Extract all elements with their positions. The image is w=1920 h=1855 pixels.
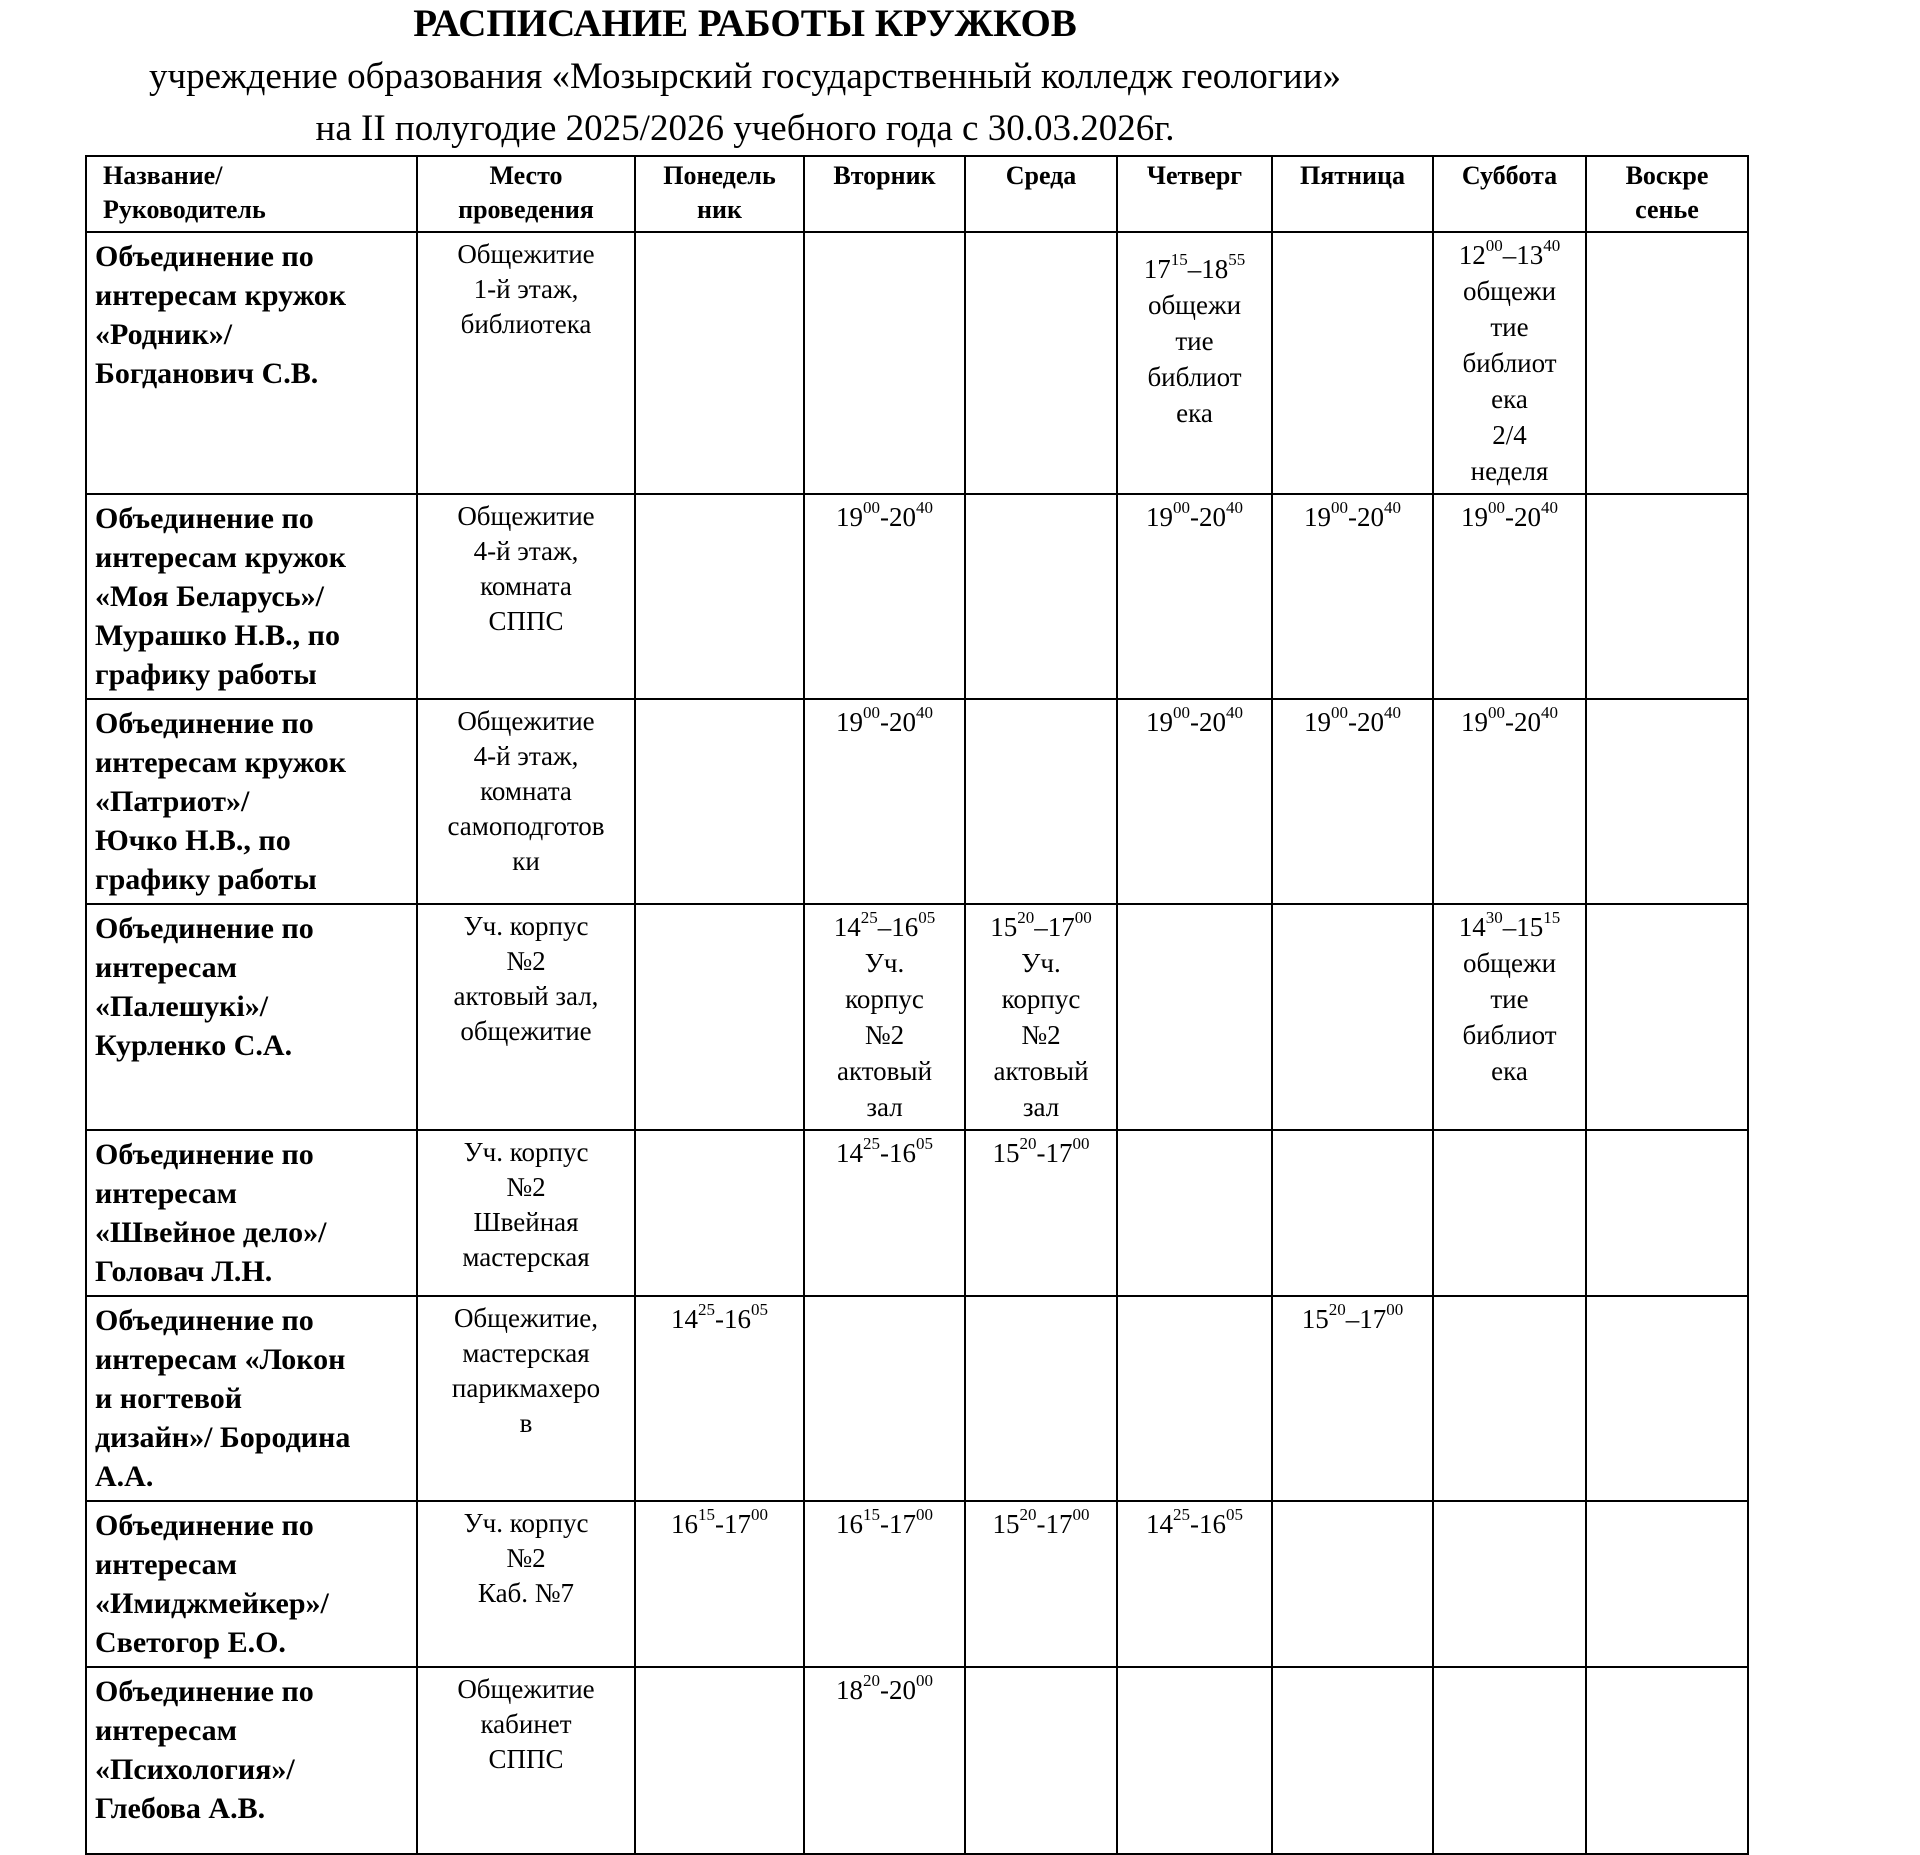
time-minutes: 05 xyxy=(916,1134,933,1153)
slot-fri xyxy=(1272,232,1433,494)
header-tue xyxy=(804,156,965,232)
slot-mon xyxy=(635,1667,804,1854)
location-text: Общежитие, мастерская парикмахеро в xyxy=(451,1303,601,1438)
circle-name-cell xyxy=(86,904,417,1130)
time-minutes: 40 xyxy=(1384,498,1401,517)
slot-fri xyxy=(1272,1667,1433,1854)
time-minutes: 20 xyxy=(1017,908,1035,927)
time-separator: - xyxy=(880,707,889,737)
time-range xyxy=(836,703,933,737)
circle-name: Объединение по интересам «Локон и ногтевой дизайн»/ Бородина А.А. xyxy=(95,1304,351,1493)
slot-sat xyxy=(1433,1296,1586,1501)
time-range xyxy=(992,1134,1090,1168)
time-minutes: 40 xyxy=(1541,703,1558,722)
location-cell xyxy=(417,904,635,1130)
slot-wed xyxy=(965,232,1117,494)
time-minutes: 15 xyxy=(1543,908,1561,927)
time-hours: 17 xyxy=(889,1509,916,1539)
time-range xyxy=(833,908,936,942)
time-minutes: 00 xyxy=(1072,1505,1090,1524)
time-range xyxy=(990,908,1092,942)
slot-location-note: общежи тие библиот ека 2/4 неделя xyxy=(1462,276,1557,486)
time-hours: 16 xyxy=(671,1509,698,1539)
time-separator: - xyxy=(1505,502,1514,532)
header-label: Понедель ник xyxy=(663,161,776,224)
time-hours: 19 xyxy=(836,502,863,532)
time-minutes: 00 xyxy=(916,1505,933,1524)
time-minutes: 00 xyxy=(1074,908,1092,927)
time-hours: 18 xyxy=(836,1675,863,1705)
location-cell xyxy=(417,1130,635,1296)
slot-thu xyxy=(1117,1130,1272,1296)
slot-wed xyxy=(965,904,1117,1130)
time-range xyxy=(836,1134,933,1168)
time-range xyxy=(1304,498,1401,532)
location-text: Общежитие 4-й этаж, комната самоподготов ки xyxy=(447,706,605,876)
slot-wed xyxy=(965,1667,1117,1854)
page-title: РАСПИСАНИЕ РАБОТЫ КРУЖКОВ xyxy=(413,2,1077,45)
time-separator: – xyxy=(1502,240,1517,270)
slot-sun xyxy=(1586,1296,1748,1501)
time-hours: 15 xyxy=(1516,912,1544,942)
slot-sun xyxy=(1586,1501,1748,1667)
slot-sat xyxy=(1433,904,1586,1130)
slot-tue xyxy=(804,1130,965,1296)
time-hours: 17 xyxy=(724,1509,751,1539)
slot-mon xyxy=(635,494,804,699)
circle-name-cell xyxy=(86,1501,417,1667)
location-cell xyxy=(417,1501,635,1667)
time-hours: 16 xyxy=(1199,1509,1226,1539)
table-row xyxy=(86,1130,1748,1296)
time-minutes: 00 xyxy=(751,1505,768,1524)
time-separator: - xyxy=(1190,707,1199,737)
time-separator: - xyxy=(1348,502,1357,532)
time-range xyxy=(1458,236,1561,270)
time-minutes: 40 xyxy=(1226,498,1243,517)
slot-fri xyxy=(1272,1296,1433,1501)
time-minutes: 15 xyxy=(863,1505,880,1524)
slot-tue xyxy=(804,904,965,1130)
time-separator: – xyxy=(1187,254,1202,284)
circle-name-cell xyxy=(86,1130,417,1296)
time-separator: - xyxy=(880,1675,889,1705)
circle-name: Объединение по интересам «Швейное дело»/ Головач Л.Н. xyxy=(95,1138,327,1288)
header-place xyxy=(417,156,635,232)
time-separator: - xyxy=(1036,1138,1046,1168)
time-minutes: 00 xyxy=(1488,703,1505,722)
time-hours: 20 xyxy=(889,707,916,737)
time-range xyxy=(992,1505,1090,1539)
time-separator: – xyxy=(1345,1304,1360,1334)
slot-thu xyxy=(1117,232,1272,494)
table-row xyxy=(86,232,1748,494)
time-minutes: 25 xyxy=(698,1300,715,1319)
time-hours: 17 xyxy=(1047,912,1075,942)
time-hours: 15 xyxy=(1301,1304,1329,1334)
time-hours: 20 xyxy=(1514,707,1541,737)
circle-name-cell xyxy=(86,232,417,494)
time-minutes: 00 xyxy=(1173,703,1190,722)
time-minutes: 00 xyxy=(1488,498,1505,517)
header-name xyxy=(86,156,417,232)
time-hours: 20 xyxy=(1514,502,1541,532)
time-separator: – xyxy=(1502,912,1517,942)
time-hours: 19 xyxy=(1146,502,1173,532)
time-minutes: 05 xyxy=(751,1300,768,1319)
slot-sat xyxy=(1433,494,1586,699)
time-range xyxy=(1304,703,1401,737)
slot-sun xyxy=(1586,699,1748,904)
time-hours: 16 xyxy=(836,1509,863,1539)
time-separator: - xyxy=(715,1509,724,1539)
table-row xyxy=(86,1501,1748,1667)
time-minutes: 20 xyxy=(1019,1505,1037,1524)
time-range xyxy=(671,1300,768,1334)
time-hours: 14 xyxy=(1146,1509,1173,1539)
circle-name: Объединение по интересам «Имиджмейкер»/ Светогор Е.О. xyxy=(95,1509,329,1659)
slot-thu xyxy=(1117,699,1272,904)
location-cell xyxy=(417,1296,635,1501)
institution-subtitle: учреждение образования «Мозырский государственный колледж геологии» xyxy=(148,56,1342,97)
slot-sat xyxy=(1433,232,1586,494)
location-cell xyxy=(417,1667,635,1854)
time-separator: - xyxy=(1190,502,1199,532)
time-separator: - xyxy=(1348,707,1357,737)
time-minutes: 40 xyxy=(1384,703,1401,722)
time-hours: 19 xyxy=(1304,502,1331,532)
time-minutes: 30 xyxy=(1485,908,1503,927)
circle-name-cell xyxy=(86,699,417,904)
header-sun xyxy=(1586,156,1748,232)
table-row xyxy=(86,904,1748,1130)
time-minutes: 00 xyxy=(1485,236,1503,255)
time-minutes: 25 xyxy=(1173,1505,1190,1524)
time-minutes: 00 xyxy=(1331,703,1348,722)
time-range xyxy=(1458,908,1561,942)
time-hours: 15 xyxy=(992,1138,1020,1168)
slot-location-note: Уч. корпус №2 актовый зал xyxy=(836,948,933,1122)
slot-wed xyxy=(965,1130,1117,1296)
slot-tue xyxy=(804,494,965,699)
slot-tue xyxy=(804,1667,965,1854)
time-range xyxy=(836,1505,933,1539)
time-separator: - xyxy=(880,1509,889,1539)
time-hours: 16 xyxy=(724,1304,751,1334)
header-label: Место проведения xyxy=(458,161,594,224)
slot-fri xyxy=(1272,1130,1433,1296)
slot-sun xyxy=(1586,232,1748,494)
time-separator: – xyxy=(1034,912,1048,942)
slot-mon xyxy=(635,699,804,904)
time-hours: 19 xyxy=(1146,707,1173,737)
slot-thu xyxy=(1117,494,1272,699)
circle-name: Объединение по интересам «Психология»/ Глебова А.В. xyxy=(95,1675,314,1825)
location-cell xyxy=(417,494,635,699)
time-hours: 19 xyxy=(836,707,863,737)
circle-name-cell xyxy=(86,1667,417,1854)
header-label: Вторник xyxy=(833,161,936,190)
time-range xyxy=(1146,703,1243,737)
header-fri xyxy=(1272,156,1433,232)
circle-name: Объединение по интересам кружок «Патриот»/ Ючко Н.В., по графику работы xyxy=(95,707,347,896)
slot-tue xyxy=(804,1296,965,1501)
slot-mon xyxy=(635,904,804,1130)
time-hours: 14 xyxy=(833,912,861,942)
time-minutes: 25 xyxy=(860,908,878,927)
time-range xyxy=(1146,498,1243,532)
time-minutes: 20 xyxy=(1019,1134,1037,1153)
time-range xyxy=(1461,703,1558,737)
slot-mon xyxy=(635,1501,804,1667)
header-sat xyxy=(1433,156,1586,232)
table-body xyxy=(86,232,1748,1854)
header-thu xyxy=(1117,156,1272,232)
time-separator: - xyxy=(880,502,889,532)
time-hours: 20 xyxy=(1357,502,1384,532)
time-minutes: 20 xyxy=(863,1671,880,1690)
time-hours: 14 xyxy=(1458,912,1486,942)
period-subtitle: на II полугодие 2025/2026 учебного года с 30.03.2026г. xyxy=(315,108,1175,149)
time-minutes: 25 xyxy=(863,1134,880,1153)
slot-mon xyxy=(635,232,804,494)
time-minutes: 05 xyxy=(918,908,936,927)
slot-tue xyxy=(804,1501,965,1667)
time-hours: 15 xyxy=(992,1509,1020,1539)
slot-location-note: общежи тие библиот ека xyxy=(1462,948,1557,1086)
header-label: Название/ Руководитель xyxy=(103,161,266,224)
header-wed xyxy=(965,156,1117,232)
slot-sun xyxy=(1586,904,1748,1130)
slot-fri xyxy=(1272,1501,1433,1667)
time-minutes: 00 xyxy=(1331,498,1348,517)
time-minutes: 55 xyxy=(1228,250,1246,269)
time-hours: 19 xyxy=(1461,502,1488,532)
slot-thu xyxy=(1117,904,1272,1130)
time-separator: – xyxy=(877,912,892,942)
time-hours: 20 xyxy=(889,502,916,532)
header-row xyxy=(86,156,1748,232)
slot-wed xyxy=(965,494,1117,699)
time-hours: 19 xyxy=(1461,707,1488,737)
circle-name-cell xyxy=(86,494,417,699)
slot-sun xyxy=(1586,1667,1748,1854)
circle-name-cell xyxy=(86,1296,417,1501)
time-hours: 17 xyxy=(1143,254,1171,284)
time-range xyxy=(1301,1300,1404,1334)
schedule-table xyxy=(85,155,1749,1855)
header-label: Среда xyxy=(1005,161,1077,190)
header-label: Четверг xyxy=(1146,161,1243,190)
time-hours: 20 xyxy=(1199,707,1226,737)
time-hours: 12 xyxy=(1458,240,1486,270)
time-hours: 15 xyxy=(990,912,1018,942)
circle-name: Объединение по интересам кружок «Родник»/ Богданович С.В. xyxy=(95,240,347,390)
slot-thu xyxy=(1117,1667,1272,1854)
header-label: Воскре сенье xyxy=(1625,161,1709,224)
time-range xyxy=(1146,1505,1243,1539)
location-text: Общежитие 1-й этаж, библиотека xyxy=(457,239,595,339)
header-label: Суббота xyxy=(1461,161,1558,190)
location-text: Уч. корпус №2 актовый зал, общежитие xyxy=(453,911,599,1046)
slot-sat xyxy=(1433,1501,1586,1667)
time-separator: - xyxy=(1505,707,1514,737)
time-minutes: 40 xyxy=(1226,703,1243,722)
slot-fri xyxy=(1272,494,1433,699)
time-hours: 13 xyxy=(1516,240,1544,270)
table-row xyxy=(86,1296,1748,1501)
time-minutes: 00 xyxy=(1386,1300,1404,1319)
location-text: Уч. корпус №2 Каб. №7 xyxy=(463,1508,589,1608)
table-row xyxy=(86,494,1748,699)
time-hours: 17 xyxy=(1359,1304,1387,1334)
time-minutes: 15 xyxy=(698,1505,715,1524)
circle-name: Объединение по интересам «Палешукі»/ Курленко С.А. xyxy=(95,912,314,1062)
location-cell xyxy=(417,232,635,494)
time-range xyxy=(836,1671,933,1705)
slot-thu xyxy=(1117,1296,1272,1501)
time-separator: - xyxy=(880,1138,889,1168)
location-cell xyxy=(417,699,635,904)
slot-sun xyxy=(1586,1130,1748,1296)
slot-location-note: Уч. корпус №2 актовый зал xyxy=(993,948,1089,1122)
slot-sat xyxy=(1433,1667,1586,1854)
slot-sat xyxy=(1433,1130,1586,1296)
time-minutes: 00 xyxy=(1173,498,1190,517)
slot-tue xyxy=(804,699,965,904)
time-hours: 14 xyxy=(671,1304,698,1334)
time-hours: 17 xyxy=(1045,1509,1073,1539)
time-minutes: 00 xyxy=(863,498,880,517)
location-text: Общежитие 4-й этаж, комната СППС xyxy=(457,501,595,636)
time-hours: 16 xyxy=(889,1138,916,1168)
table-row xyxy=(86,699,1748,904)
time-minutes: 00 xyxy=(916,1671,933,1690)
time-minutes: 00 xyxy=(1072,1134,1090,1153)
time-minutes: 40 xyxy=(916,498,933,517)
time-hours: 18 xyxy=(1201,254,1229,284)
time-minutes: 40 xyxy=(1543,236,1561,255)
time-range xyxy=(1461,498,1558,532)
time-hours: 16 xyxy=(891,912,919,942)
time-separator: - xyxy=(1190,1509,1199,1539)
time-hours: 20 xyxy=(1199,502,1226,532)
time-hours: 20 xyxy=(889,1675,916,1705)
slot-tue xyxy=(804,232,965,494)
time-hours: 17 xyxy=(1045,1138,1073,1168)
time-minutes: 40 xyxy=(1541,498,1558,517)
table-row xyxy=(86,1667,1748,1854)
slot-mon xyxy=(635,1296,804,1501)
time-range xyxy=(671,1505,768,1539)
slot-sun xyxy=(1586,494,1748,699)
time-range xyxy=(836,498,933,532)
location-text: Уч. корпус №2 Швейная мастерская xyxy=(462,1137,590,1272)
time-hours: 19 xyxy=(1304,707,1331,737)
time-minutes: 20 xyxy=(1328,1300,1346,1319)
slot-location-note: общежи тие библиот ека xyxy=(1147,290,1242,428)
time-minutes: 05 xyxy=(1226,1505,1243,1524)
slot-wed xyxy=(965,1296,1117,1501)
time-minutes: 00 xyxy=(863,703,880,722)
slot-thu xyxy=(1117,1501,1272,1667)
location-text: Общежитие кабинет СППС xyxy=(457,1674,595,1774)
circle-name: Объединение по интересам кружок «Моя Беларусь»/ Мурашко Н.В., по графику работы xyxy=(95,502,347,691)
time-range xyxy=(1144,251,1246,287)
time-minutes: 40 xyxy=(916,703,933,722)
header-label: Пятница xyxy=(1299,161,1405,190)
slot-fri xyxy=(1272,904,1433,1130)
slot-wed xyxy=(965,699,1117,904)
time-minutes: 15 xyxy=(1170,250,1188,269)
time-hours: 14 xyxy=(836,1138,863,1168)
slot-wed xyxy=(965,1501,1117,1667)
slot-mon xyxy=(635,1130,804,1296)
time-separator: - xyxy=(715,1304,724,1334)
header-mon xyxy=(635,156,804,232)
slot-sat xyxy=(1433,699,1586,904)
time-hours: 20 xyxy=(1357,707,1384,737)
time-separator: - xyxy=(1036,1509,1046,1539)
slot-fri xyxy=(1272,699,1433,904)
